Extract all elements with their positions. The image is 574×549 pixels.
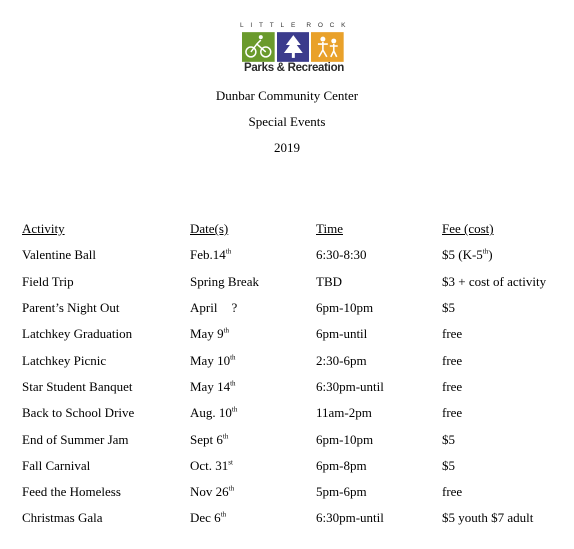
cell-fee: free — [442, 484, 463, 500]
cell-fee: $3 + cost of activity — [442, 273, 547, 289]
kids-play-icon — [311, 32, 344, 62]
events-table — [22, 216, 572, 532]
cell-activity: Field Trip — [22, 273, 74, 289]
column-header-activity: Activity — [22, 221, 65, 237]
table-row — [22, 374, 572, 400]
column-header-time: Time — [316, 221, 343, 237]
cell-activity: Star Student Banquet — [22, 378, 133, 394]
cell-time: 11am-2pm — [316, 405, 372, 421]
cell-fee: free — [442, 352, 463, 368]
bicycle-icon — [242, 32, 275, 62]
cell-fee: $5 — [442, 300, 455, 316]
cell-time: 6:30-8:30 — [316, 247, 367, 263]
cell-activity: Parent’s Night Out — [22, 300, 120, 316]
table-row — [22, 426, 572, 452]
column-header-date: Date(s) — [190, 221, 229, 237]
table-row — [22, 242, 572, 268]
cell-activity: Back to School Drive — [22, 405, 135, 421]
cell-activity: Latchkey Picnic — [22, 352, 107, 368]
table-row — [22, 321, 572, 347]
logo-city-text: L I T T L E R O C K — [240, 22, 348, 29]
cell-time: 6:30pm-until — [316, 510, 384, 526]
cell-time: 2:30-6pm — [316, 352, 367, 368]
cell-activity: Fall Carnival — [22, 457, 91, 473]
cell-fee: free — [442, 326, 463, 342]
table-row — [22, 400, 572, 426]
cell-date: May 10th — [190, 352, 236, 368]
cell-date: April ? — [190, 300, 238, 316]
cell-fee: free — [442, 405, 463, 421]
cell-date: Oct. 31st — [190, 457, 233, 473]
logo-name: Parks & Recreation — [243, 62, 345, 74]
table-row — [22, 295, 572, 321]
cell-time: 6pm-10pm — [316, 300, 374, 316]
cell-date: Sept 6th — [190, 431, 229, 447]
cell-date: May 14th — [190, 378, 236, 394]
table-row — [22, 347, 572, 373]
cell-date: May 9th — [190, 326, 230, 342]
parks-recreation-logo — [240, 22, 348, 78]
cell-time: 5pm-6pm — [316, 484, 367, 500]
cell-fee: free — [442, 378, 463, 394]
cell-activity: Christmas Gala — [22, 510, 103, 526]
cell-time: 6:30pm-until — [316, 378, 384, 394]
cell-date: Dec 6th — [190, 510, 227, 526]
cell-activity: End of Summer Jam — [22, 431, 129, 447]
cell-time: 6pm-8pm — [316, 457, 367, 473]
table-row — [22, 505, 572, 531]
cell-time: 6pm-until — [316, 326, 368, 342]
center-name: Dunbar Community Center — [215, 88, 359, 103]
tree-icon — [277, 32, 310, 62]
document-year: 2019 — [274, 140, 300, 155]
cell-date: Feb.14th — [190, 247, 232, 263]
cell-time: TBD — [316, 273, 342, 289]
table-row — [22, 479, 572, 505]
cell-fee: $5 youth $7 adult — [442, 510, 534, 526]
column-header-fee: Fee (cost) — [442, 221, 494, 237]
table-row — [22, 269, 572, 295]
cell-activity: Valentine Ball — [22, 247, 97, 263]
cell-activity: Feed the Homeless — [22, 484, 121, 500]
document-title: Special Events — [248, 114, 326, 129]
cell-date: Spring Break — [190, 273, 259, 289]
cell-date: Aug. 10th — [190, 405, 238, 421]
table-header-row — [22, 216, 572, 242]
cell-activity: Latchkey Graduation — [22, 326, 133, 342]
cell-time: 6pm-10pm — [316, 431, 374, 447]
cell-fee: $5 (K-5th) — [442, 247, 493, 263]
cell-date: Nov 26th — [190, 484, 235, 500]
cell-fee: $5 — [442, 457, 455, 473]
table-row — [22, 453, 572, 479]
cell-fee: $5 — [442, 431, 455, 447]
